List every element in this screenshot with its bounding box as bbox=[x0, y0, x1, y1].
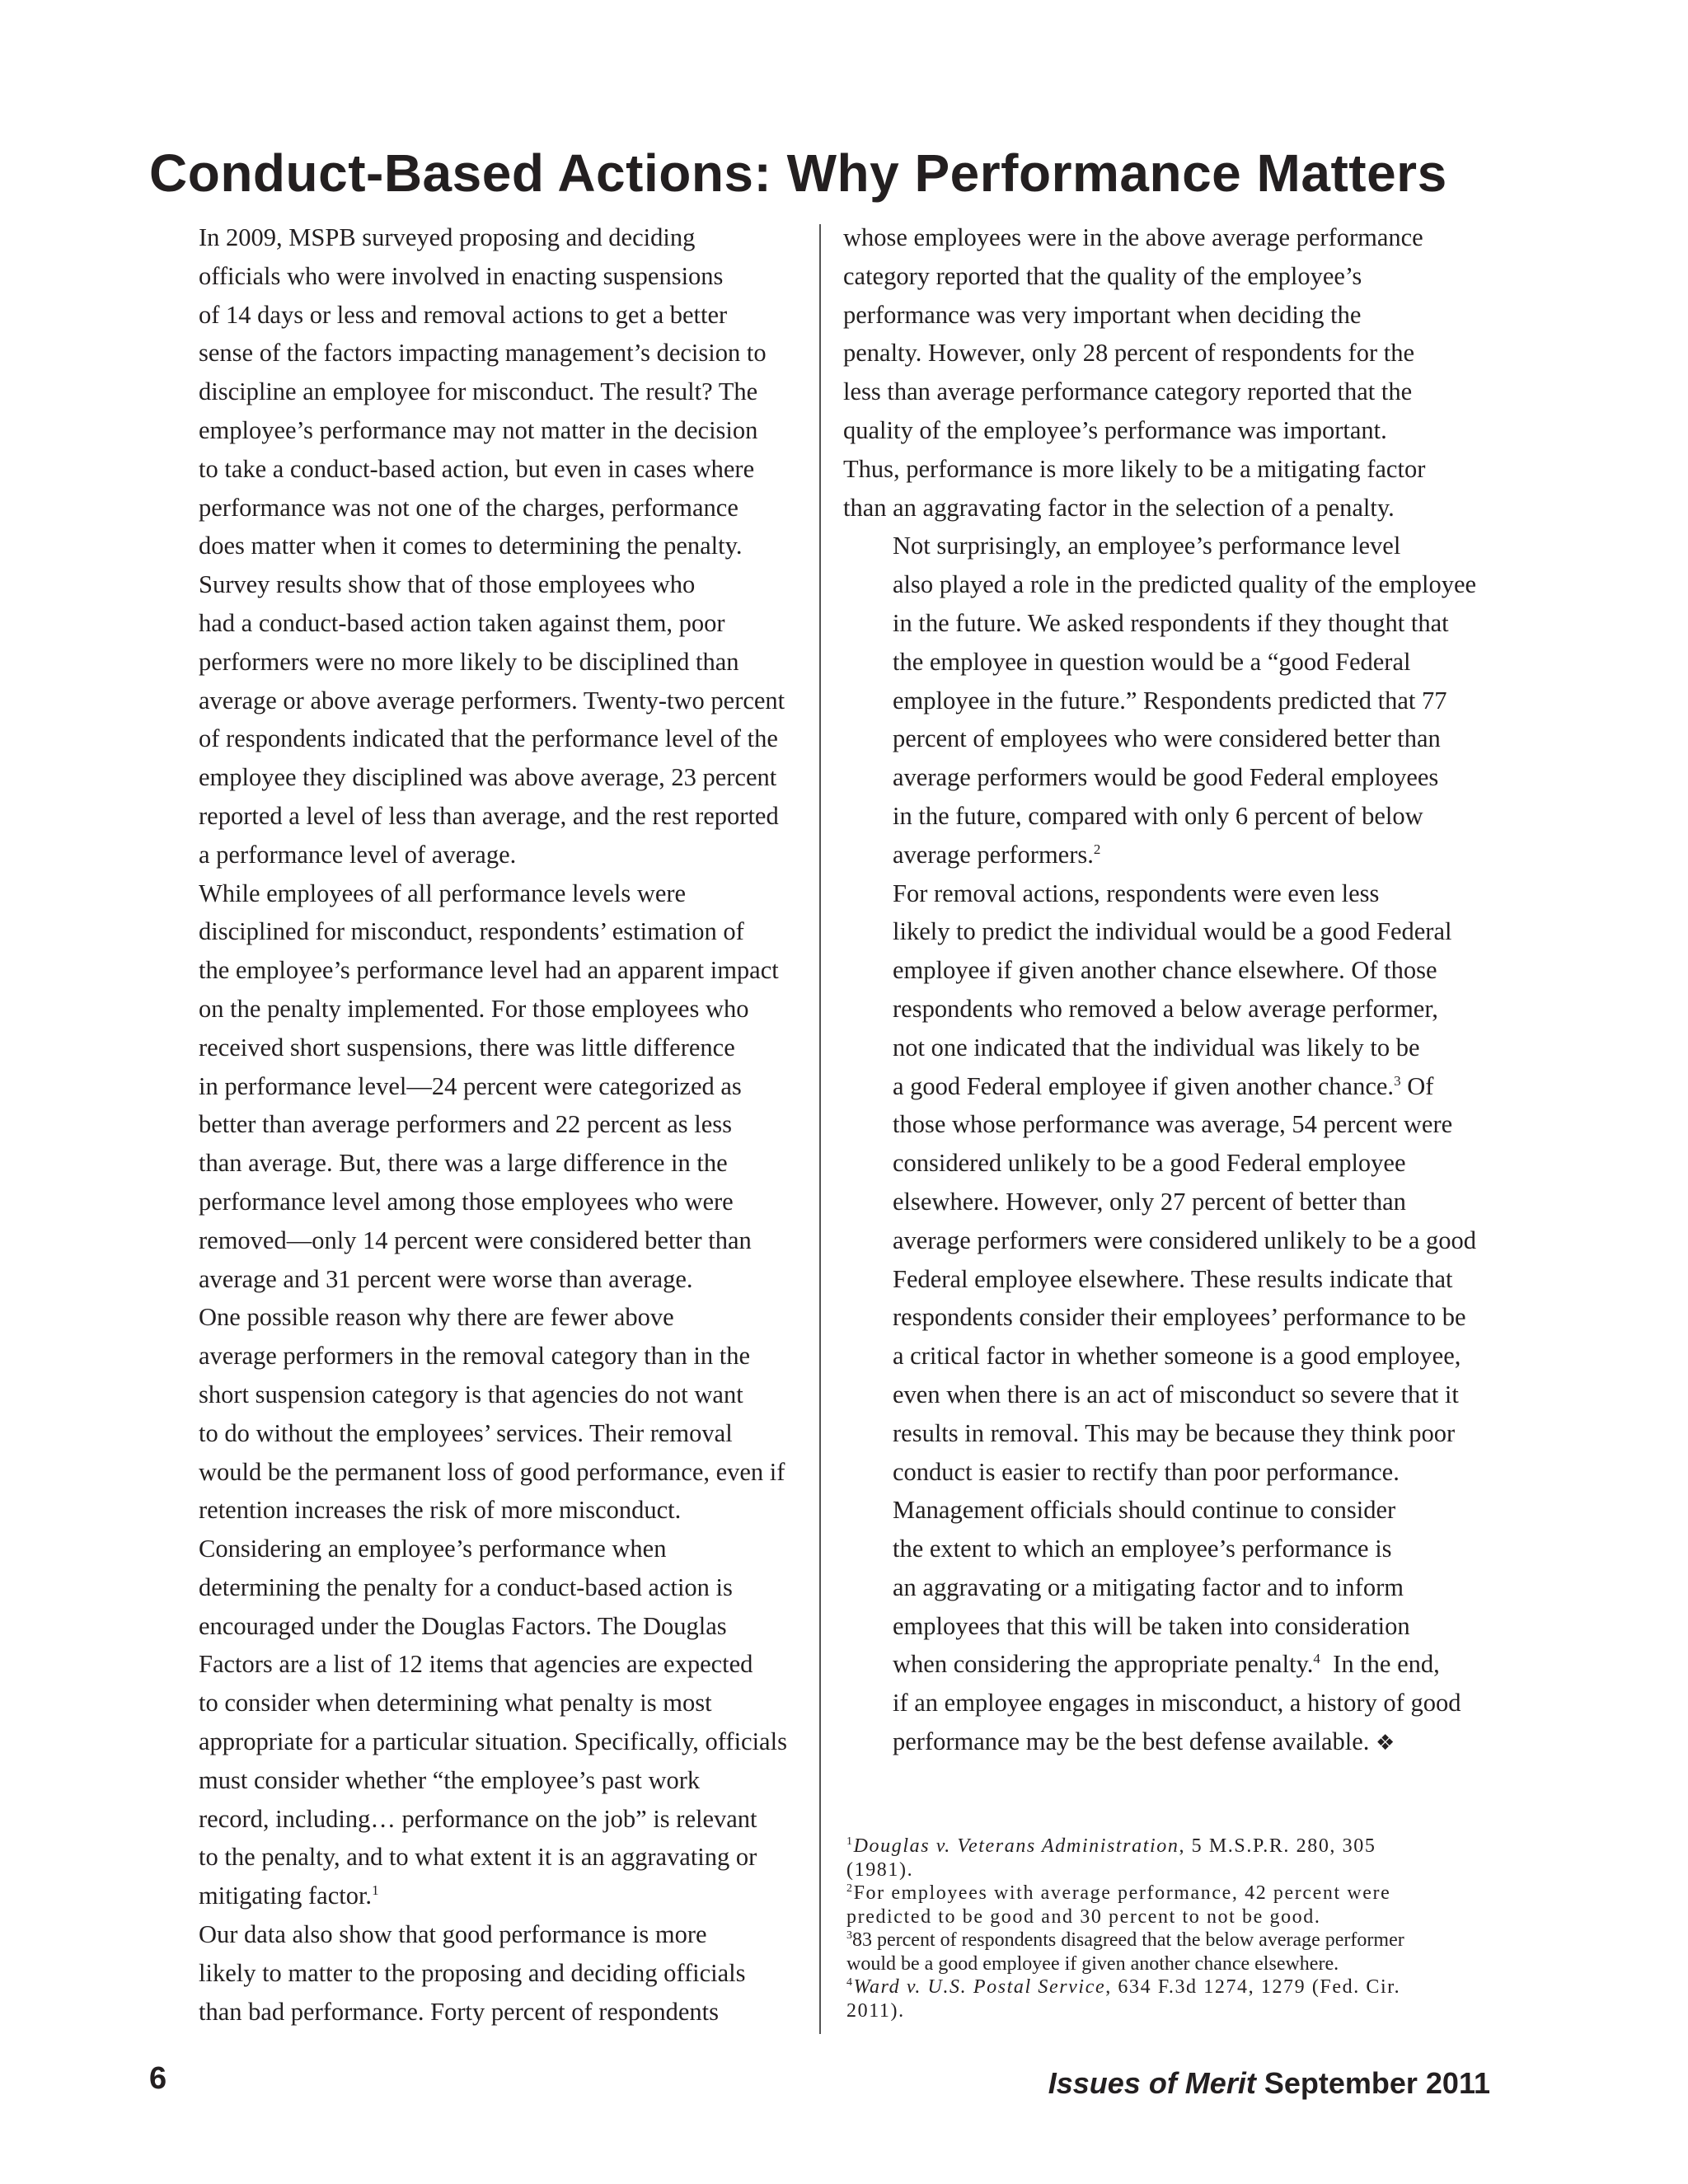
text-line: must consider whether “the employee’s past work bbox=[199, 1765, 701, 1794]
text-line: discipline an employee for misconduct. The result? The bbox=[199, 377, 758, 406]
text-line: appropriate for a particular situation. Specifically, officials bbox=[199, 1727, 787, 1756]
paragraph-lines bbox=[149, 1530, 797, 1877]
text-line: Not surprisingly, an employee’s performance level bbox=[893, 532, 1401, 560]
text-line: record, including… performance on the job” is relevant bbox=[199, 1804, 757, 1833]
paragraph-lines bbox=[843, 874, 1503, 1067]
page-number: 6 bbox=[149, 2061, 167, 2096]
text-line: had a conduct-based action taken against them, poor bbox=[199, 608, 725, 637]
publication-name: Issues of Merit bbox=[1048, 2066, 1256, 2100]
text-line: the employee in question would be a “good Federal bbox=[893, 647, 1411, 676]
text-line: determining the penalty for a conduct-based action is bbox=[199, 1572, 733, 1601]
text-line: even when there is an act of misconduct so severe that it bbox=[893, 1380, 1459, 1408]
paragraph-lines bbox=[843, 527, 1503, 835]
text-line: than average. But, there was a large difference in the bbox=[199, 1149, 728, 1178]
text-line: likely to predict the individual would be a good Federal bbox=[893, 917, 1452, 946]
text-line: average performers were considered unlikely to be a good bbox=[893, 1226, 1476, 1254]
text-line: than bad performance. Forty percent of respondents bbox=[199, 1997, 719, 2026]
text-line: sense of the factors impacting management’s decision to bbox=[199, 339, 767, 368]
text-line: to the penalty, and to what extent it is an aggravating or bbox=[199, 1843, 757, 1872]
paragraph bbox=[843, 527, 1503, 874]
footnote-ref: 4 bbox=[1313, 1651, 1320, 1667]
text-line: those whose performance was average, 54 percent were bbox=[893, 1110, 1453, 1139]
text-line: quality of the employee’s performance was important. bbox=[843, 415, 1387, 444]
text-line: One possible reason why there are fewer above bbox=[199, 1303, 674, 1332]
case-citation: Ward v. U.S. Postal Service bbox=[853, 1976, 1106, 1998]
text-line: average performers in the removal category than in the bbox=[199, 1342, 751, 1371]
footnote-ref: 3 bbox=[1394, 1072, 1401, 1089]
right-column bbox=[843, 218, 1503, 2044]
paragraph bbox=[149, 218, 797, 565]
text-line: in performance level—24 percent were categorized as bbox=[199, 1071, 742, 1100]
column-divider bbox=[819, 224, 821, 2034]
text-line: Considering an employee’s performance when bbox=[199, 1535, 667, 1563]
text-line: category reported that the quality of the employee’s bbox=[843, 261, 1362, 290]
text-line: conduct is easier to rectify than poor performance. bbox=[893, 1457, 1400, 1486]
text-line: than an aggravating factor in the selection of a penalty. bbox=[843, 493, 1395, 522]
paragraph bbox=[843, 874, 1503, 1492]
text-line: also played a role in the predicted quality of the employee bbox=[893, 570, 1477, 599]
paragraph bbox=[843, 1491, 1503, 1763]
text-line: would be the permanent loss of good performance, even if bbox=[199, 1457, 785, 1486]
text-line: respondents who removed a below average performer, bbox=[893, 994, 1438, 1023]
issue-date: September 2011 bbox=[1255, 2066, 1490, 2100]
paragraph-lines bbox=[843, 1105, 1503, 1491]
text-line: to consider when determining what penalty is most bbox=[199, 1689, 712, 1718]
text-line: on the penalty implemented. For those employees who bbox=[199, 994, 749, 1023]
text-line: disciplined for misconduct, respondents’ estimation of bbox=[199, 917, 744, 946]
footnote-3: $^3$83 percent of respondents disagreed that the below average performer would be a good employee if given another chance elsewhere. bbox=[846, 1929, 1404, 1975]
text-line: Factors are a list of 12 items that agencies are expected bbox=[199, 1650, 753, 1679]
text-line: a performance level of average. bbox=[199, 840, 517, 869]
text-line: considered unlikely to be a good Federal employee bbox=[893, 1149, 1406, 1178]
text-line: an aggravating or a mitigating factor and to inform bbox=[893, 1572, 1404, 1601]
text-line: Thus, performance is more likely to be a mitigating factor bbox=[843, 454, 1426, 483]
text-line: average and 31 percent were worse than average. bbox=[199, 1264, 693, 1293]
text-line: employee in the future.” Respondents predicted that 77 bbox=[893, 686, 1447, 715]
text-line: While employees of all performance levels were bbox=[199, 879, 687, 907]
text-line: results in removal. This may be because they think poor bbox=[893, 1418, 1456, 1447]
text-line: does matter when it comes to determining the penalty. bbox=[199, 532, 743, 560]
case-citation: Douglas v. Veterans Administration bbox=[853, 1835, 1179, 1857]
footnote-1: $^1$Douglas v. Veterans Administration, 5 M.S.P.R. 280, 305 (1981). bbox=[846, 1835, 1376, 1881]
paragraph bbox=[149, 1530, 797, 1915]
text-line: In 2009, MSPB surveyed proposing and deciding bbox=[199, 223, 696, 251]
text-line: encouraged under the Douglas Factors. The Douglas bbox=[199, 1611, 727, 1640]
text-line: received short suspensions, there was little difference bbox=[199, 1033, 735, 1062]
text-line: performance level among those employees who were bbox=[199, 1187, 734, 1216]
text-line: employee if given another chance elsewhere. Of those bbox=[893, 956, 1437, 985]
text-line: officials who were involved in enacting suspensions bbox=[199, 261, 724, 290]
text-line: performance was not one of the charges, performance bbox=[199, 493, 738, 522]
text-line: performance was very important when deciding the bbox=[843, 300, 1362, 329]
text-line: penalty. However, only 28 percent of respondents for the bbox=[843, 339, 1414, 368]
text-line: removed—only 14 percent were considered better than bbox=[199, 1226, 752, 1254]
article-title: Conduct-Based Actions: Why Performance Matters bbox=[149, 143, 1447, 203]
text-line: to take a conduct-based action, but even in cases where bbox=[199, 454, 755, 483]
left-column bbox=[149, 218, 797, 2044]
text-line: average performers.$^2$ bbox=[893, 840, 1101, 869]
text-line: performance may be the best defense available. ❖ bbox=[893, 1727, 1395, 1756]
text-line: to do without the employees’ services. Their removal bbox=[199, 1418, 733, 1447]
paragraph bbox=[149, 1915, 797, 2031]
text-line: employee’s performance may not matter in the decision bbox=[199, 415, 758, 444]
paragraph-lines bbox=[843, 1491, 1503, 1645]
text-line: the employee’s performance level had an apparent impact bbox=[199, 956, 779, 985]
text-line: if an employee engages in misconduct, a history of good bbox=[893, 1689, 1461, 1718]
text-line: respondents consider their employees’ performance to be bbox=[893, 1303, 1466, 1332]
text-line: short suspension category is that agencies do not want bbox=[199, 1380, 743, 1408]
footnote-ref: 1 bbox=[372, 1882, 379, 1899]
text-line: when considering the appropriate penalty.$^4$ In the end, bbox=[893, 1650, 1440, 1679]
text-line: a good Federal employee if given another chance.$^3$ Of bbox=[893, 1071, 1434, 1100]
footer-masthead bbox=[1048, 2064, 1490, 2103]
footnote-ref: 2 bbox=[1093, 841, 1101, 857]
text-line: the extent to which an employee’s performance is bbox=[893, 1535, 1392, 1563]
text-line: percent of employees who were considered better than bbox=[893, 724, 1441, 753]
paragraph bbox=[149, 874, 797, 1299]
footnotes bbox=[846, 1835, 1481, 2022]
text-line: average or above average performers. Twenty-two percent bbox=[199, 686, 785, 715]
text-line: Our data also show that good performance is more bbox=[199, 1920, 707, 1949]
text-line: retention increases the risk of more misconduct. bbox=[199, 1496, 682, 1525]
text-line: Federal employee elsewhere. These results indicate that bbox=[893, 1264, 1453, 1293]
text-line: likely to matter to the proposing and deciding officials bbox=[199, 1958, 746, 1987]
text-line: elsewhere. However, only 27 percent of better than bbox=[893, 1187, 1406, 1216]
text-line: employees that this will be taken into consideration bbox=[893, 1611, 1410, 1640]
text-line: of 14 days or less and removal actions to get a better bbox=[199, 300, 728, 329]
text-line: less than average performance category reported that the bbox=[843, 377, 1413, 406]
text-line: reported a level of less than average, and the rest reported bbox=[199, 801, 779, 830]
text-line: in the future, compared with only 6 percent of below bbox=[893, 801, 1423, 830]
text-line: For removal actions, respondents were even less bbox=[893, 879, 1380, 907]
paragraph bbox=[149, 1298, 797, 1530]
end-mark-icon: ❖ bbox=[1376, 1731, 1395, 1756]
paragraph bbox=[149, 565, 797, 874]
text-line: Survey results show that of those employees who bbox=[199, 570, 696, 599]
text-line: mitigating factor.$^1$ bbox=[199, 1882, 379, 1910]
text-line: performers were no more likely to be disciplined than bbox=[199, 647, 739, 676]
text-line: in the future. We asked respondents if they thought that bbox=[893, 608, 1449, 637]
text-line: employee they disciplined was above average, 23 percent bbox=[199, 763, 777, 792]
text-line: whose employees were in the above average performance bbox=[843, 223, 1423, 251]
paragraph bbox=[843, 218, 1503, 527]
footnote-4: $^4$Ward v. U.S. Postal Service, 634 F.3d 1274, 1279 (Fed. Cir. 2011). bbox=[846, 1976, 1401, 2022]
text-line: better than average performers and 22 percent as less bbox=[199, 1110, 732, 1139]
text-line: Management officials should continue to consider bbox=[893, 1496, 1396, 1525]
text-line: of respondents indicated that the performance level of the bbox=[199, 724, 778, 753]
text-line: a critical factor in whether someone is a good employee, bbox=[893, 1342, 1461, 1371]
text-line: average performers would be good Federal employees bbox=[893, 763, 1439, 792]
paragraph-lines bbox=[843, 1684, 1503, 1722]
text-line: not one indicated that the individual was likely to be bbox=[893, 1033, 1420, 1062]
footnote-2: $^2$For employees with average performance, 42 percent were predicted to be good and 30 percent to not be good. bbox=[846, 1882, 1391, 1928]
